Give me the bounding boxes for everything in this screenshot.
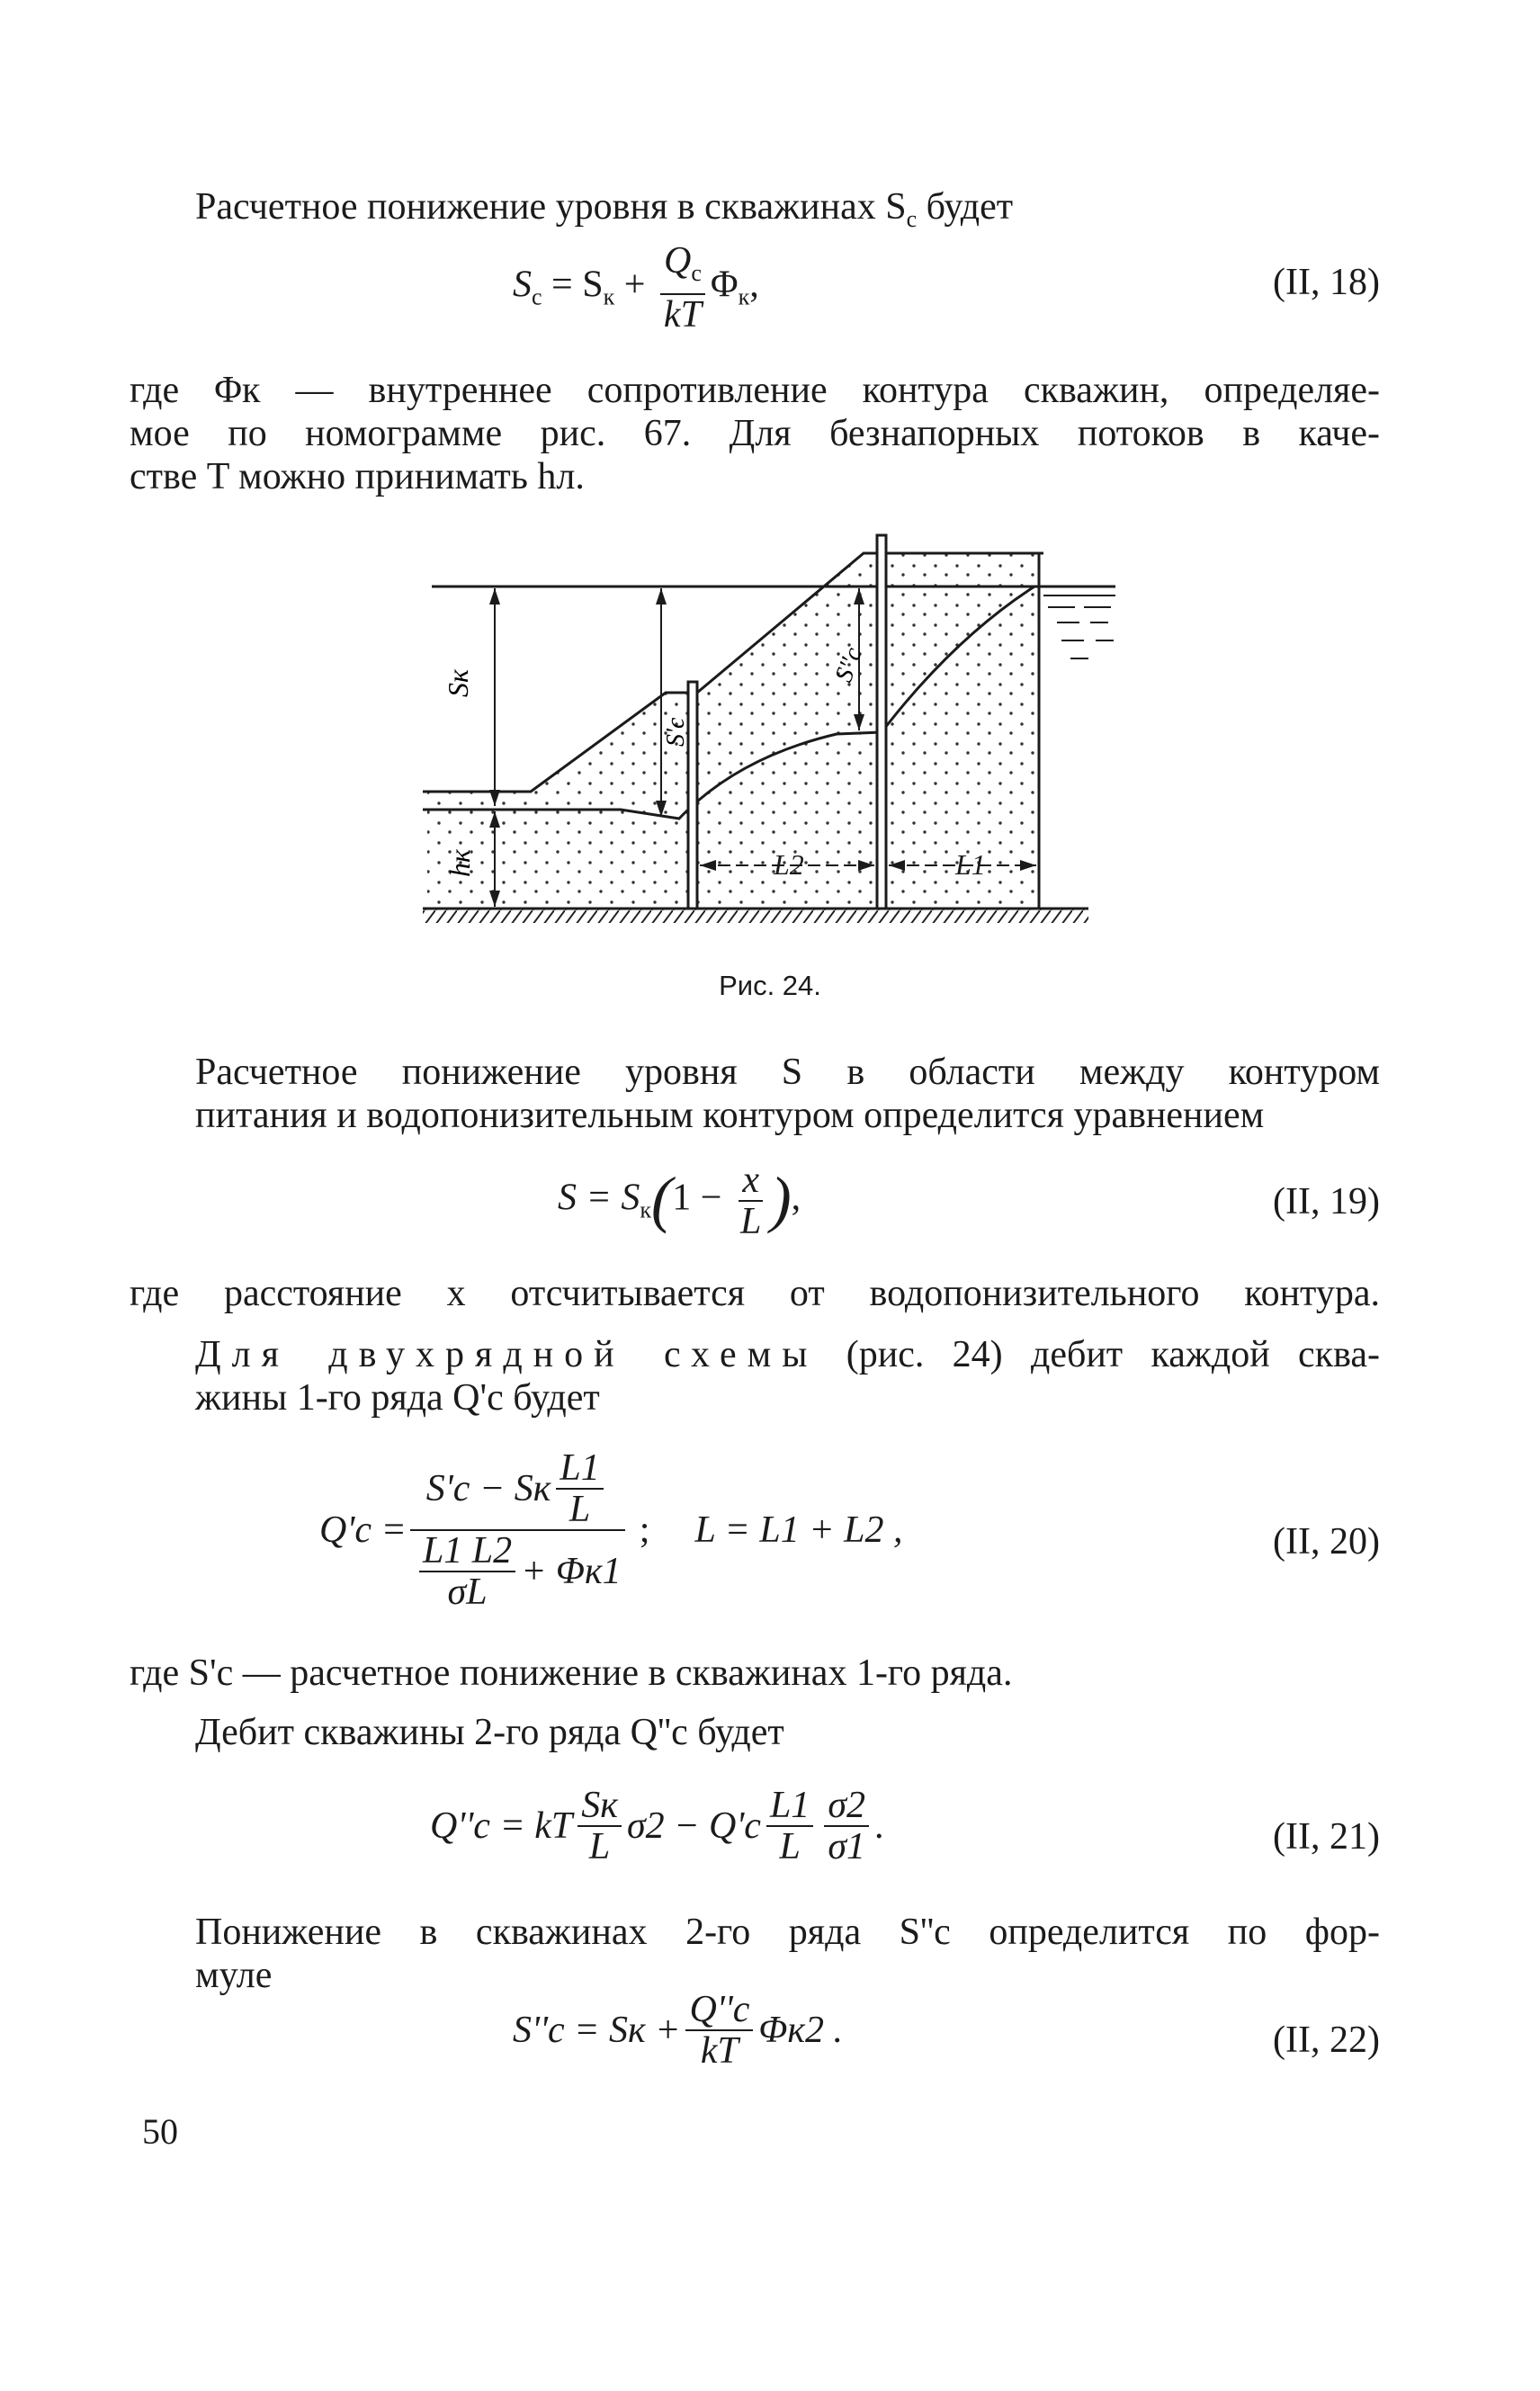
paragraph-distance-definition: где расстояние x отсчитывается от водопонизительного контура. <box>130 1273 1380 1314</box>
equation-18: $S_с = S_к$ + $\frac{Q_с}{kT}$ $\Phi_к$, <box>513 240 759 336</box>
page-number: 50 <box>142 2111 178 2152</box>
paragraph-sc-first-row: где S'с — расчетное понижение в скважинах 1-го ряда. <box>130 1652 1013 1694</box>
figure-24 <box>414 522 1133 945</box>
equation-number-18: (II, 18) <box>1273 262 1380 303</box>
equation-21: Q''с = kT $\frac{Sк}{L}$ σ2 − Q'с $\frac{L1}{L}$ $\frac{\sigma 2}{\sigma 1}$ . <box>430 1785 884 1867</box>
paragraph-phi-definition: где Φк — внутреннее сопротивление контура скважин, определяе- мое по номограмме рис. 67. Для безнапорных потоков в каче- стве T можно принимать hл. <box>130 370 1380 497</box>
equation-20: Q'с = S'с − Sк $\frac{L1}{L}$ $\frac{L1 L2}{\sigma L}$ + Φк1 ; L = L1 + L2 , <box>319 1447 903 1613</box>
equation-22: S''с = Sк + $\frac{Q''с}{kT}$ Φк2 . <box>513 1989 843 2072</box>
label-l1: L1 <box>955 848 986 881</box>
label-hk: hк <box>443 849 476 877</box>
paragraph-two-row-scheme: Для двухрядной схемы (рис. 24) дебит каждой сква- жины 1-го ряда Q'с будет <box>195 1334 1381 1419</box>
paragraph-intro-tail: будет <box>917 186 1014 228</box>
subscript: с <box>906 206 918 232</box>
paragraph-second-row-drawdown: Понижение в скважинах 2-го ряда S''с определится по фор- муле <box>195 1912 1380 1996</box>
paragraph-intro-text: Расчетное понижение уровня в скважинах S <box>195 186 907 228</box>
equation-number-22: (II, 22) <box>1273 2019 1380 2061</box>
figure-caption: Рис. 24. <box>719 970 821 1001</box>
fraction: $\frac{x}{L}$ <box>739 1160 762 1242</box>
fraction: S'с − Sк $\frac{L1}{L}$ $\frac{L1 L2}{\sigma L}$ + Φк1 <box>410 1448 625 1612</box>
equation-19: $S = S_к(1$ − $\frac{x}{L}$ ), <box>558 1160 801 1242</box>
label-l2: L2 <box>774 848 804 881</box>
label-sc-first-row: S'с <box>662 717 690 747</box>
equation-number-19: (II, 19) <box>1273 1181 1380 1222</box>
equation-number-20: (II, 20) <box>1273 1521 1380 1563</box>
paragraph-level-between-contours: Расчетное понижение уровня S в области между контуром питания и водопонизительным контуром определится уравнением <box>195 1052 1380 1136</box>
paragraph-second-row-flow: Дебит скважины 2-го ряда Q''с будет <box>195 1712 784 1753</box>
label-sk: Sк <box>442 669 474 697</box>
paragraph-intro <box>130 185 1380 241</box>
fraction: $\frac{Q_с}{kT}$ <box>660 241 705 335</box>
label-sc-second-row: S''с <box>829 643 868 686</box>
equation-number-21: (II, 21) <box>1273 1816 1380 1858</box>
